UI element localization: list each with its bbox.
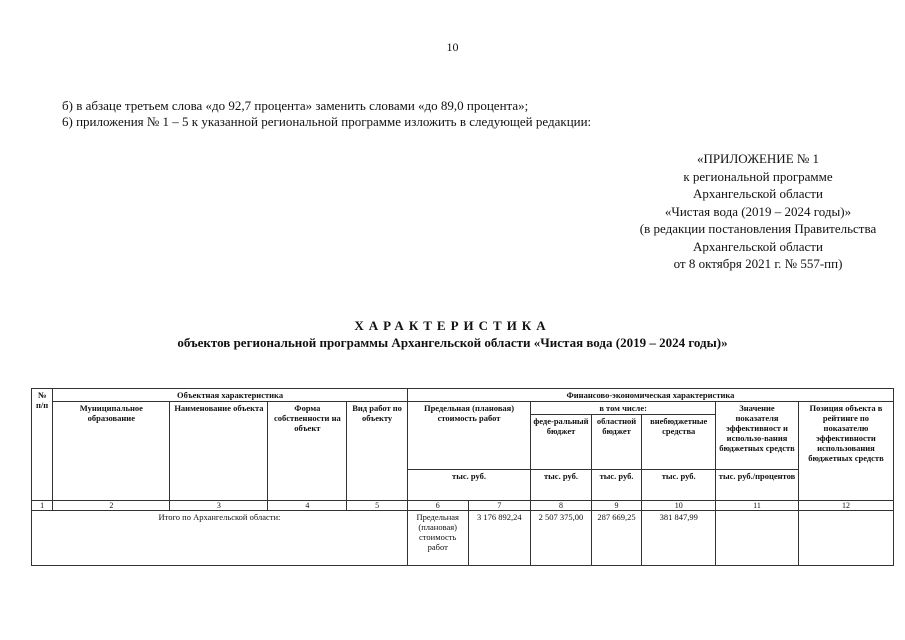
column-number: 12 — [798, 501, 893, 511]
header-row-1 — [32, 389, 894, 402]
header-rating: Позиция объекта в рейтинге по показателю эффективности использования бюджетных средств — [798, 402, 893, 501]
appendix-line: Архангельской области — [693, 238, 823, 254]
page-number: 10 — [446, 40, 459, 54]
unit-cost: тыс. руб. — [407, 470, 530, 501]
column-number: 2 — [53, 501, 170, 511]
total-federal-value: 2 507 375,00 — [531, 511, 592, 566]
appendix-header — [608, 150, 905, 273]
column-numbers-row — [32, 501, 894, 511]
total-extra-value: 381 847,99 — [642, 511, 716, 566]
header-max-cost: Предельная (плановая) стоимость работ — [407, 402, 530, 470]
table-row-total — [32, 511, 894, 566]
header-finance-characteristic: Финансово-экономическая характеристика — [407, 389, 893, 402]
column-number: 3 — [170, 501, 268, 511]
column-number: 9 — [591, 501, 642, 511]
characteristics-table — [31, 388, 894, 566]
header-work-type: Вид работ по объекту — [347, 402, 408, 501]
appendix-line: к региональной программе — [683, 168, 833, 184]
header-num: № п/п — [32, 389, 53, 501]
header-object-name: Наименование объекта — [170, 402, 268, 501]
document-subtitle: объектов региональной программы Архангельской области «Чистая вода (2019 – 2024 годы)» — [177, 335, 728, 350]
column-number: 6 — [407, 501, 468, 511]
amendment-paragraph-b: б) в абзаце третьем слова «до 92,7 процента» заменить словами «до 89,0 процента»; — [62, 98, 529, 113]
total-cost-label: Предельная (плановая) стоимость работ — [407, 511, 468, 566]
appendix-line: «Чистая вода (2019 – 2024 годы)» — [664, 203, 852, 219]
amendment-paragraph-6: 6) приложения № 1 – 5 к указанной региональной программе изложить в следующей редакции: — [62, 114, 592, 129]
appendix-line: от 8 октября 2021 г. № 557-пп) — [673, 256, 843, 271]
column-number: 11 — [716, 501, 799, 511]
unit-indicator: тыс. руб./процентов — [716, 470, 799, 501]
column-number: 5 — [347, 501, 408, 511]
header-including: в том числе: — [531, 402, 716, 415]
total-cost-value: 3 176 892,24 — [468, 511, 531, 566]
appendix-line: (в редакции постановления Правительства — [639, 221, 877, 236]
unit-federal: тыс. руб. — [531, 470, 592, 501]
total-label: Итого по Архангельской области: — [32, 511, 408, 566]
column-number: 1 — [32, 501, 53, 511]
header-municipality: Муниципальное образование — [53, 402, 170, 501]
column-number: 7 — [468, 501, 531, 511]
header-federal: феде-ральный бюджет — [531, 415, 592, 470]
appendix-line: «ПРИЛОЖЕНИЕ № 1 — [696, 151, 820, 166]
header-extrabudget: внебюджетные средства — [642, 415, 716, 470]
header-row-2 — [32, 402, 894, 415]
total-rating-cell — [798, 511, 893, 566]
total-indicator-cell — [716, 511, 799, 566]
column-number: 4 — [268, 501, 347, 511]
column-number: 8 — [531, 501, 592, 511]
appendix-line: Архангельской области — [693, 186, 823, 201]
column-number: 10 — [642, 501, 716, 511]
header-indicator: Значение показателя эффективност и использо-вания бюджетных средств — [716, 402, 799, 470]
header-object-characteristic: Объектная характеристика — [53, 389, 408, 402]
document-title: ХАРАКТЕРИСТИКА — [354, 318, 551, 333]
header-ownership: Форма собственности на объект — [268, 402, 347, 501]
total-regional-value: 287 669,25 — [591, 511, 642, 566]
unit-regional: тыс. руб. — [591, 470, 642, 501]
unit-extra: тыс. руб. — [642, 470, 716, 501]
header-regional: областной бюджет — [591, 415, 642, 470]
